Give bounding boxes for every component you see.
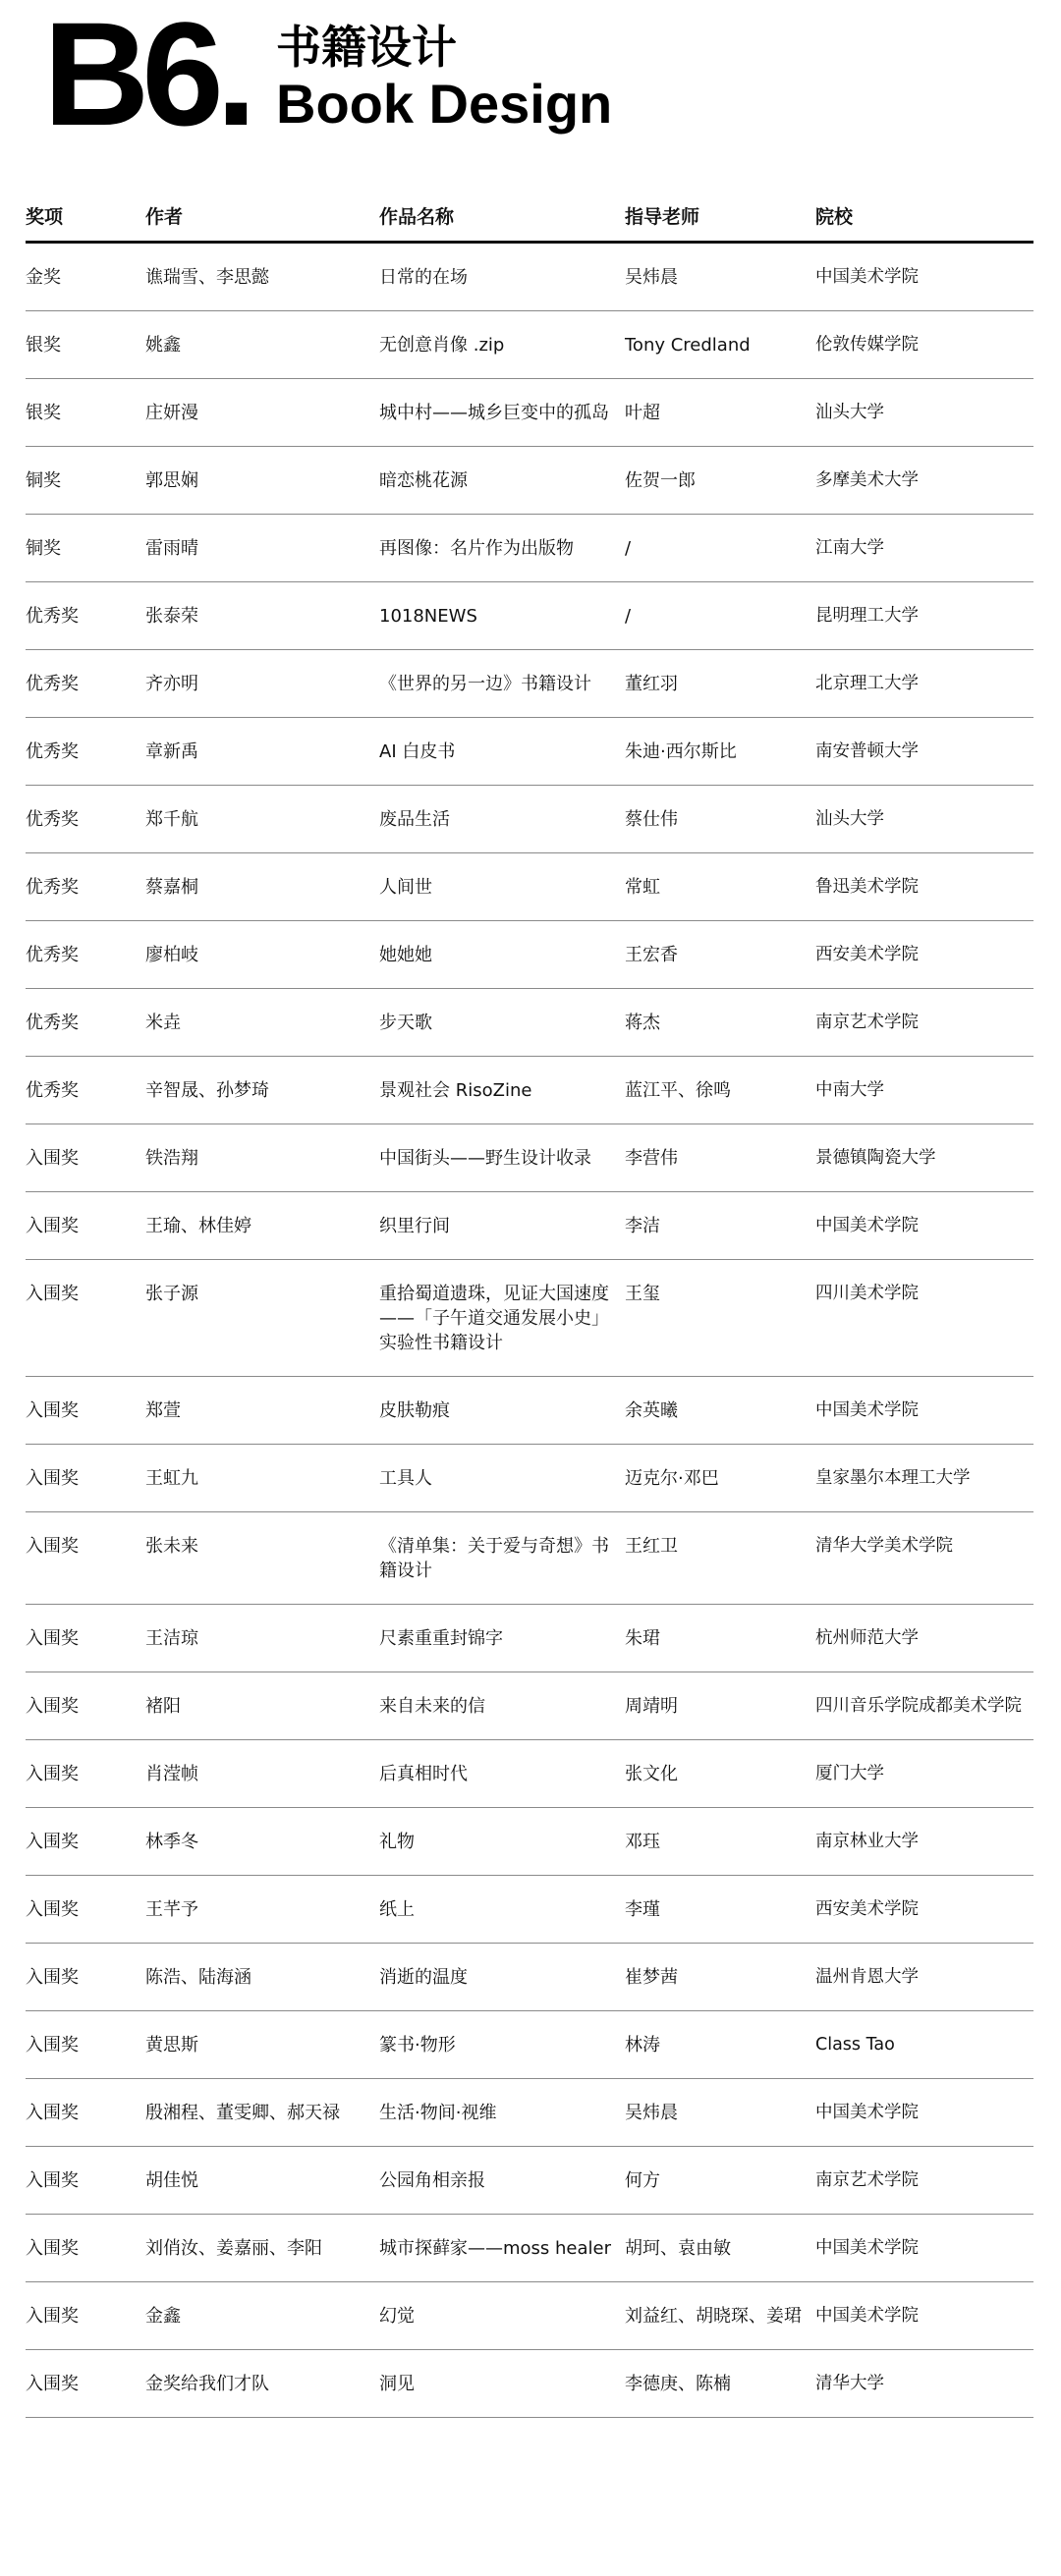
section-title-english: Book Design [276,72,613,135]
school-cell: 中国美术学院 [815,243,1033,311]
author-cell: 蔡嘉桐 [145,853,379,921]
school-cell: 中国美术学院 [815,2282,1033,2350]
advisor-cell: 崔梦茜 [625,1944,815,2011]
work-title-cell: AI 白皮书 [379,718,625,786]
award-cell: 入围奖 [26,2215,145,2282]
award-cell: 优秀奖 [26,989,145,1057]
author-cell: 张未来 [145,1512,379,1605]
table-row [26,786,1033,853]
award-cell: 入围奖 [26,1124,145,1192]
work-title-cell: 日常的在场 [379,243,625,311]
advisor-cell: 林涛 [625,2011,815,2079]
award-cell: 入围奖 [26,1876,145,1944]
table-row [26,311,1033,379]
author-cell: 庄妍漫 [145,379,379,447]
advisor-cell: 余英曦 [625,1377,815,1445]
author-cell: 郑千航 [145,786,379,853]
work-title-cell: 消逝的温度 [379,1944,625,2011]
table-row [26,1260,1033,1377]
author-cell: 褚阳 [145,1672,379,1740]
award-cell: 金奖 [26,243,145,311]
award-cell: 入围奖 [26,1605,145,1672]
table-row [26,2147,1033,2215]
award-cell: 入围奖 [26,1944,145,2011]
author-cell: 黄思斯 [145,2011,379,2079]
school-cell: 鲁迅美术学院 [815,853,1033,921]
author-cell: 胡佳悦 [145,2147,379,2215]
advisor-cell: Tony Credland [625,311,815,379]
table-row [26,718,1033,786]
advisor-cell: 蒋杰 [625,989,815,1057]
school-cell: 南京艺术学院 [815,2147,1033,2215]
column-header-advisor: 指导老师 [625,187,815,243]
section-title-chinese: 书籍设计 [276,21,457,74]
advisor-cell: / [625,515,815,582]
work-title-cell: 织里行间 [379,1192,625,1260]
work-title-cell: 人间世 [379,853,625,921]
table-header [26,187,1033,243]
advisor-cell: 迈克尔·邓巴 [625,1445,815,1512]
school-cell: 四川音乐学院成都美术学院 [815,1672,1033,1740]
column-header-work: 作品名称 [379,187,625,243]
advisor-cell: 李洁 [625,1192,815,1260]
work-title-cell: 工具人 [379,1445,625,1512]
table-row [26,447,1033,515]
school-cell: 杭州师范大学 [815,1605,1033,1672]
column-header-author: 作者 [145,187,379,243]
table-row [26,2282,1033,2350]
school-cell: 温州肯恩大学 [815,1944,1033,2011]
award-cell: 入围奖 [26,1808,145,1876]
author-cell: 铁浩翔 [145,1124,379,1192]
author-cell: 殷湘程、董雯卿、郝天禄 [145,2079,379,2147]
school-cell: 厦门大学 [815,1740,1033,1808]
advisor-cell: 董红羽 [625,650,815,718]
school-cell: 中国美术学院 [815,2215,1033,2282]
advisor-cell: 周靖明 [625,1672,815,1740]
award-cell: 入围奖 [26,2011,145,2079]
author-cell: 王芊予 [145,1876,379,1944]
award-cell: 铜奖 [26,447,145,515]
author-cell: 齐亦明 [145,650,379,718]
work-title-cell: 后真相时代 [379,1740,625,1808]
work-title-cell: 幻觉 [379,2282,625,2350]
table-row [26,1124,1033,1192]
work-title-cell: 礼物 [379,1808,625,1876]
school-cell: 多摩美术大学 [815,447,1033,515]
work-title-cell: 景观社会 RisoZine [379,1057,625,1124]
advisor-cell: 王红卫 [625,1512,815,1605]
work-title-cell: 暗恋桃花源 [379,447,625,515]
author-cell: 金鑫 [145,2282,379,2350]
table-row [26,1944,1033,2011]
award-cell: 入围奖 [26,1445,145,1512]
school-cell: 南京艺术学院 [815,989,1033,1057]
table-row [26,1740,1033,1808]
table-row [26,379,1033,447]
advisor-cell: 蔡仕伟 [625,786,815,853]
school-cell: 汕头大学 [815,379,1033,447]
author-cell: 郑萱 [145,1377,379,1445]
award-cell: 优秀奖 [26,718,145,786]
work-title-cell: 皮肤勒痕 [379,1377,625,1445]
advisor-cell: 朱迪·西尔斯比 [625,718,815,786]
work-title-cell: 篆书·物形 [379,2011,625,2079]
author-cell: 陈浩、陆海涵 [145,1944,379,2011]
table-row [26,1808,1033,1876]
table-row [26,2011,1033,2079]
school-cell: Class Tao [815,2011,1033,2079]
work-title-cell: 重拾蜀道遗珠，见证大国速度 ——「子午道交通发展小史」实验性书籍设计 [379,1260,625,1377]
work-title-cell: 纸上 [379,1876,625,1944]
advisor-cell: 李瑾 [625,1876,815,1944]
table-row [26,243,1033,311]
author-cell: 雷雨晴 [145,515,379,582]
school-cell: 汕头大学 [815,786,1033,853]
work-title-cell: 1018NEWS [379,582,625,650]
advisor-cell: 常虹 [625,853,815,921]
award-cell: 入围奖 [26,2079,145,2147]
author-cell: 辛智晟、孙梦琦 [145,1057,379,1124]
work-title-cell: 步天歌 [379,989,625,1057]
award-cell: 优秀奖 [26,650,145,718]
table-row [26,1512,1033,1605]
work-title-cell: 《世界的另一边》书籍设计 [379,650,625,718]
table-row [26,989,1033,1057]
advisor-cell: 邓珏 [625,1808,815,1876]
advisor-cell: 王宏香 [625,921,815,989]
work-title-cell: 《清单集：关于爱与奇想》书籍设计 [379,1512,625,1605]
award-cell: 入围奖 [26,1260,145,1377]
school-cell: 中南大学 [815,1057,1033,1124]
table-row [26,1876,1033,1944]
work-title-cell: 生活·物间·视维 [379,2079,625,2147]
author-cell: 王洁琼 [145,1605,379,1672]
award-cell: 银奖 [26,311,145,379]
school-cell: 南安普顿大学 [815,718,1033,786]
award-cell: 入围奖 [26,2282,145,2350]
school-cell: 南京林业大学 [815,1808,1033,1876]
author-cell: 刘俏汝、姜嘉丽、李阳 [145,2215,379,2282]
table-row [26,2079,1033,2147]
author-cell: 林季冬 [145,1808,379,1876]
work-title-cell: 洞见 [379,2350,625,2418]
award-cell: 入围奖 [26,1672,145,1740]
advisor-cell: / [625,582,815,650]
advisor-cell: 吴炜晨 [625,2079,815,2147]
advisor-cell: 吴炜晨 [625,243,815,311]
table-row [26,1377,1033,1445]
author-cell: 王瑜、林佳婷 [145,1192,379,1260]
award-cell: 优秀奖 [26,921,145,989]
author-cell: 谯瑞雪、李思懿 [145,243,379,311]
school-cell: 清华大学美术学院 [815,1512,1033,1605]
school-cell: 江南大学 [815,515,1033,582]
author-cell: 王虹九 [145,1445,379,1512]
advisor-cell: 佐贺一郎 [625,447,815,515]
work-title-cell: 废品生活 [379,786,625,853]
work-title-cell: 城市探藓家——moss healer [379,2215,625,2282]
award-cell: 银奖 [26,379,145,447]
author-cell: 姚鑫 [145,311,379,379]
section-header [26,0,1033,187]
work-title-cell: 中国街头——野生设计收录 [379,1124,625,1192]
advisor-cell: 蓝江平、徐鸣 [625,1057,815,1124]
school-cell: 伦敦传媒学院 [815,311,1033,379]
table-row [26,1057,1033,1124]
work-title-cell: 无创意肖像 .zip [379,311,625,379]
table-row [26,582,1033,650]
work-title-cell: 尺素重重封锦字 [379,1605,625,1672]
work-title-cell: 城中村——城乡巨变中的孤岛 [379,379,625,447]
author-cell: 廖柏岐 [145,921,379,989]
school-cell: 皇家墨尔本理工大学 [815,1445,1033,1512]
school-cell: 清华大学 [815,2350,1033,2418]
award-cell: 入围奖 [26,1512,145,1605]
award-cell: 优秀奖 [26,1057,145,1124]
award-cell: 入围奖 [26,2350,145,2418]
table-row [26,515,1033,582]
table-row [26,853,1033,921]
table-row [26,1445,1033,1512]
advisor-cell: 李德庚、陈楠 [625,2350,815,2418]
table-row [26,650,1033,718]
advisor-cell: 张文化 [625,1740,815,1808]
award-cell: 铜奖 [26,515,145,582]
school-cell: 四川美术学院 [815,1260,1033,1377]
school-cell: 中国美术学院 [815,1192,1033,1260]
table-row [26,2350,1033,2418]
section-code: B6. [43,0,250,156]
award-cell: 优秀奖 [26,582,145,650]
award-cell: 入围奖 [26,1192,145,1260]
advisor-cell: 叶超 [625,379,815,447]
table-row [26,2215,1033,2282]
school-cell: 昆明理工大学 [815,582,1033,650]
awards-table [26,187,1033,2418]
advisor-cell: 朱珺 [625,1605,815,1672]
author-cell: 章新禹 [145,718,379,786]
work-title-cell: 她她她 [379,921,625,989]
award-cell: 入围奖 [26,1740,145,1808]
school-cell: 景德镇陶瓷大学 [815,1124,1033,1192]
column-header-award: 奖项 [26,187,145,243]
author-cell: 米垚 [145,989,379,1057]
table-row [26,921,1033,989]
advisor-cell: 何方 [625,2147,815,2215]
work-title-cell: 公园角相亲报 [379,2147,625,2215]
award-cell: 优秀奖 [26,853,145,921]
school-cell: 北京理工大学 [815,650,1033,718]
school-cell: 中国美术学院 [815,1377,1033,1445]
school-cell: 西安美术学院 [815,921,1033,989]
school-cell: 西安美术学院 [815,1876,1033,1944]
advisor-cell: 王玺 [625,1260,815,1377]
column-header-school: 院校 [815,187,1033,243]
award-cell: 入围奖 [26,2147,145,2215]
section-titles [276,22,612,134]
author-cell: 张泰荣 [145,582,379,650]
advisor-cell: 胡珂、袁由敏 [625,2215,815,2282]
author-cell: 肖滢帧 [145,1740,379,1808]
author-cell: 金奖给我们才队 [145,2350,379,2418]
work-title-cell: 再图像：名片作为出版物 [379,515,625,582]
school-cell: 中国美术学院 [815,2079,1033,2147]
award-cell: 入围奖 [26,1377,145,1445]
table-body [26,243,1033,2418]
advisor-cell: 李营伟 [625,1124,815,1192]
table-row [26,1192,1033,1260]
work-title-cell: 来自未来的信 [379,1672,625,1740]
table-row [26,1672,1033,1740]
author-cell: 郭思娴 [145,447,379,515]
award-cell: 优秀奖 [26,786,145,853]
table-row [26,1605,1033,1672]
advisor-cell: 刘益红、胡晓琛、姜珺 [625,2282,815,2350]
author-cell: 张子源 [145,1260,379,1377]
table-header-row [26,187,1033,243]
